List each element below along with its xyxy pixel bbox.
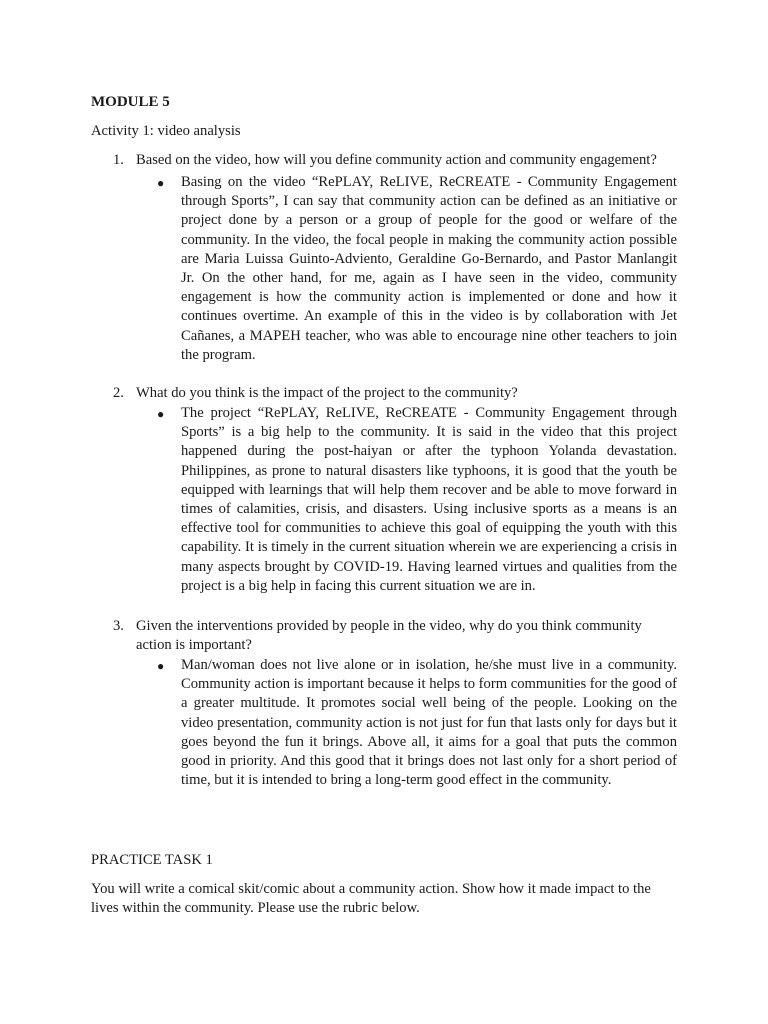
module-title: MODULE 5 — [91, 94, 170, 110]
question-number: 3. — [113, 618, 124, 634]
answer-1: Basing on the video “RePLAY, ReLIVE, ReCREATE - Community Engagement through Sports”, I can say that community action can be defined as an initiative or project done by a person or a group of people for the good or welfare of the community. In the video, the focal people in making the community action possible are Maria Luissa Guinto-Adviento, Geraldine Go-Bernardo, and Pastor Manlangit Jr. On the other hand, for me, again as I have seen in the video, community engagement is how the community action is implemented or done and how it continues overtime. An example of this in the video is by collaboration with Jet Cañanes, a MAPEH teacher, who was able to encourage nine other teachers to join the program. — [181, 174, 677, 363]
question-1 — [113, 151, 678, 170]
question-number: 2. — [113, 385, 124, 401]
bullet-icon: ● — [157, 176, 165, 190]
question-text: What do you think is the impact of the project to the community? — [136, 385, 518, 401]
question-3 — [113, 617, 678, 655]
question-number: 1. — [113, 152, 124, 168]
question-text: Given the interventions provided by people in the video, why do you think community action is important? — [136, 618, 642, 654]
question-text: Based on the video, how will you define community action and community engagement? — [136, 152, 657, 168]
question-2 — [113, 384, 678, 403]
answer-3: Man/woman does not live alone or in isolation, he/she must live in a community. Community action is important because it helps to form communities for the good of a greater multitude. It promotes social well being of the people. Looking on the video presentation, community action is not just for fun that lasts only for days but it goes beyond the fun it brings. Above all, it aims for a goal that puts the common good in priority. And this good that it brings does not last only for a short period of time, but it is intended to bring a long-term good effect in the community. — [181, 657, 677, 789]
practice-task-text: You will write a comical skit/comic about a community action. Show how it made impact to the lives within the community. Please use the rubric below. — [91, 881, 651, 917]
activity-title: Activity 1: video analysis — [91, 123, 241, 139]
bullet-icon: ● — [157, 659, 165, 673]
answer-2: The project “RePLAY, ReLIVE, ReCREATE - Community Engagement through Sports” is a big help to the community. It is said in the video that this project happened during the post-haiyan or after the typhoon Yolanda devastation. Philippines, as prone to natural disasters like typhoons, it is good that the youth be equipped with learnings that will help them recover and be able to move forward in times of calamities, crisis, and disasters. Using inclusive sports as a means is an effective tool for communities to achieve this goal of equipping the youth with this capability. It is timely in the current situation wherein we are experiencing a crisis in many aspects brought by COVID-19. Having learned virtues and qualities from the project is a big help in facing this current situation we are in. — [181, 405, 677, 594]
bullet-icon: ● — [157, 407, 165, 421]
practice-task-title: PRACTICE TASK 1 — [91, 852, 213, 868]
